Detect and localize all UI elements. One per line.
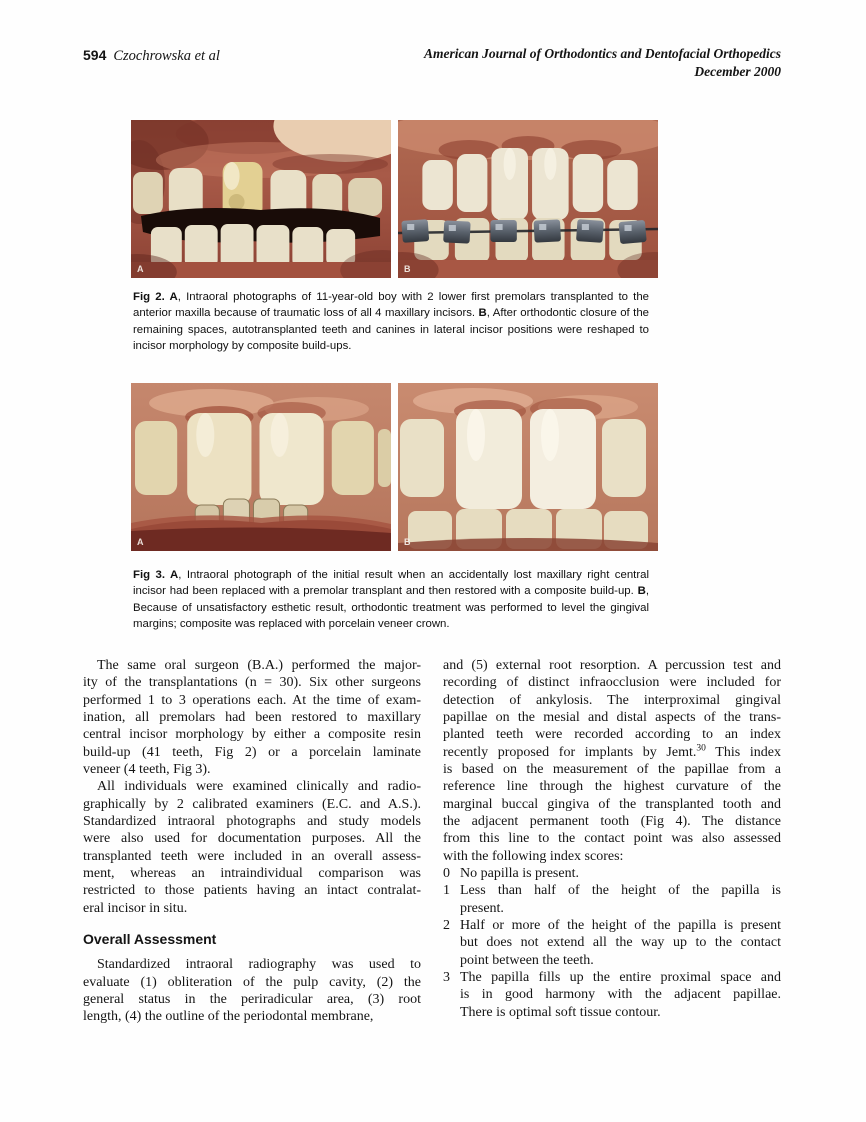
text-line: The papilla fills up the entire proximal space and	[460, 969, 781, 985]
panel-label: A	[137, 537, 144, 547]
fig3-photo-b	[398, 383, 658, 551]
panel-label: B	[404, 537, 411, 547]
figure-2-caption: Fig 2. A, Intraoral photographs of 11-year-old boy with 2 lower first premolars transplanted to the anterior maxilla because of traumatic loss of all 4 maxillary incisors. B, After orthodontic closure of the remaining spaces, autotransplanted teeth and canines in lateral incisor positions were reshaped to incisor morphology by composite build-ups.	[133, 291, 649, 352]
intraoral-photo-illustration	[131, 120, 391, 278]
text-line: Standardized intraoral radiography was used to	[97, 957, 421, 973]
list-item-text	[460, 969, 781, 1021]
list-item-number: 3	[443, 969, 450, 985]
text-line: Standardized intraoral photographs and study models	[83, 813, 421, 829]
list-item	[443, 917, 781, 969]
figure-3	[131, 383, 658, 551]
fig2-photo-b	[398, 120, 658, 278]
list-item-text	[460, 882, 781, 917]
body-left-column	[83, 657, 421, 1026]
text-line: All individuals were examined clinically and radio-	[97, 779, 421, 795]
text-line: length, (4) the outline of the periodontal membrane,	[83, 1009, 374, 1025]
text-line: ination, all premolars had been restored to maxillary	[83, 709, 421, 725]
text-line: restricted to those patients having an intact contralat-	[83, 883, 421, 899]
text-line: build-up (41 teeth, Fig 2) or a porcelain laminate	[83, 744, 421, 760]
list-item-text	[460, 865, 781, 882]
panel-label: A	[137, 264, 144, 274]
text-line: general status in the periradicular area, (3) root	[83, 991, 421, 1007]
body-right-column	[443, 657, 781, 1021]
intraoral-photo-illustration	[398, 120, 658, 278]
list-item-number: 0	[443, 865, 450, 881]
text-line: veneer (4 teeth, Fig 3).	[83, 761, 211, 777]
paragraph	[83, 956, 421, 1025]
text-line: ity of the transplantations (n = 30). Six other surgeons	[83, 675, 421, 691]
paragraph	[443, 657, 781, 865]
panel-label: B	[404, 264, 411, 274]
journal-title: American Journal of Orthodontics and Dentofacial Orthopedics	[423, 46, 781, 61]
text-line: central incisor morphology by either a composite resin	[83, 727, 421, 743]
text-line: eral incisor in situ.	[83, 900, 188, 916]
list-item-number: 1	[443, 883, 450, 899]
text-line: Less than half of the height of the papilla is	[460, 883, 781, 899]
text-line: is based on the measurement of the papillae from a	[443, 761, 781, 777]
list-item-number: 2	[443, 917, 450, 933]
text-line: There is optimal soft tissue contour.	[460, 1004, 661, 1020]
issue-date: December 2000	[694, 63, 781, 79]
list-item	[443, 969, 781, 1021]
running-header-left	[83, 47, 220, 65]
text-line: papillae on the mesial and distal aspects of the trans-	[443, 709, 781, 725]
text-line: and (5) external root resorption. A percussion test and	[443, 658, 781, 673]
paragraph	[83, 778, 421, 917]
text-line: evaluate (1) obliteration of the pulp cavity, (2) the	[83, 974, 421, 990]
page-number: 594	[83, 47, 107, 63]
running-header-right	[424, 45, 781, 80]
text-line: point between the teeth.	[460, 952, 594, 968]
text-line: graphically by 2 calibrated examiners (E.C. and A.S.).	[83, 796, 421, 812]
text-line: reference line through the highest curvature of the	[443, 779, 781, 795]
text-line: planted teeth were recorded according to an index	[443, 727, 781, 743]
list-item	[443, 865, 781, 882]
running-authors: Czochrowska et al	[113, 48, 220, 64]
text-line: transplanted teeth were included in an overall assess-	[83, 848, 421, 864]
text-line: present.	[460, 900, 504, 916]
section-heading: Overall Assessment	[83, 930, 217, 947]
text-line: Half or more of the height of the papilla is present	[460, 917, 781, 933]
fig2-photo-a	[131, 120, 391, 278]
text-line: the adjacent permanent tooth (Fig 4). The distance	[443, 813, 781, 829]
text-line: detection of ankylosis. The interproximal gingival	[443, 692, 781, 708]
fig3-photo-a	[131, 383, 391, 551]
paragraph	[83, 657, 421, 778]
figure-3-caption: Fig 3. A, Intraoral photograph of the initial result when an accidentally lost maxillary right central incisor had been replaced with a premolar transplant and then restored with a composite build-up. B, Because of unsatisfactory esthetic result, orthodontic treatment was performed to level the gingival margins; composite was replaced with porcelain veneer crown.	[133, 569, 649, 630]
figure-2	[131, 120, 658, 278]
list-item	[443, 882, 781, 917]
text-line: recording of distinct infraocclusion were included for	[443, 675, 781, 691]
list-item-text	[460, 917, 781, 969]
text-line: from this line to the contact point was also assessed	[443, 831, 781, 847]
intraoral-photo-illustration	[398, 383, 658, 551]
text-line: is in good harmony with the adjacent papillae.	[460, 987, 781, 1003]
text-line: The same oral surgeon (B.A.) performed the major-	[97, 658, 421, 673]
text-line: marginal buccal gingiva of the transplanted tooth and	[443, 796, 781, 812]
text-line: ment, whereas an intraindividual comparison was	[83, 865, 421, 881]
text-line: recently proposed for implants by Jemt.$^{30}$ This index	[443, 742, 781, 760]
text-line: No papilla is present.	[460, 865, 579, 881]
text-line: with the following index scores:	[443, 848, 624, 864]
intraoral-photo-illustration	[131, 383, 391, 551]
text-line: performed 1 to 3 operations each. At the time of exam-	[83, 692, 421, 708]
text-line: were also used for documentation purposes. All the	[83, 831, 421, 847]
text-line: but does not extend all the way up to the contact	[460, 935, 781, 951]
